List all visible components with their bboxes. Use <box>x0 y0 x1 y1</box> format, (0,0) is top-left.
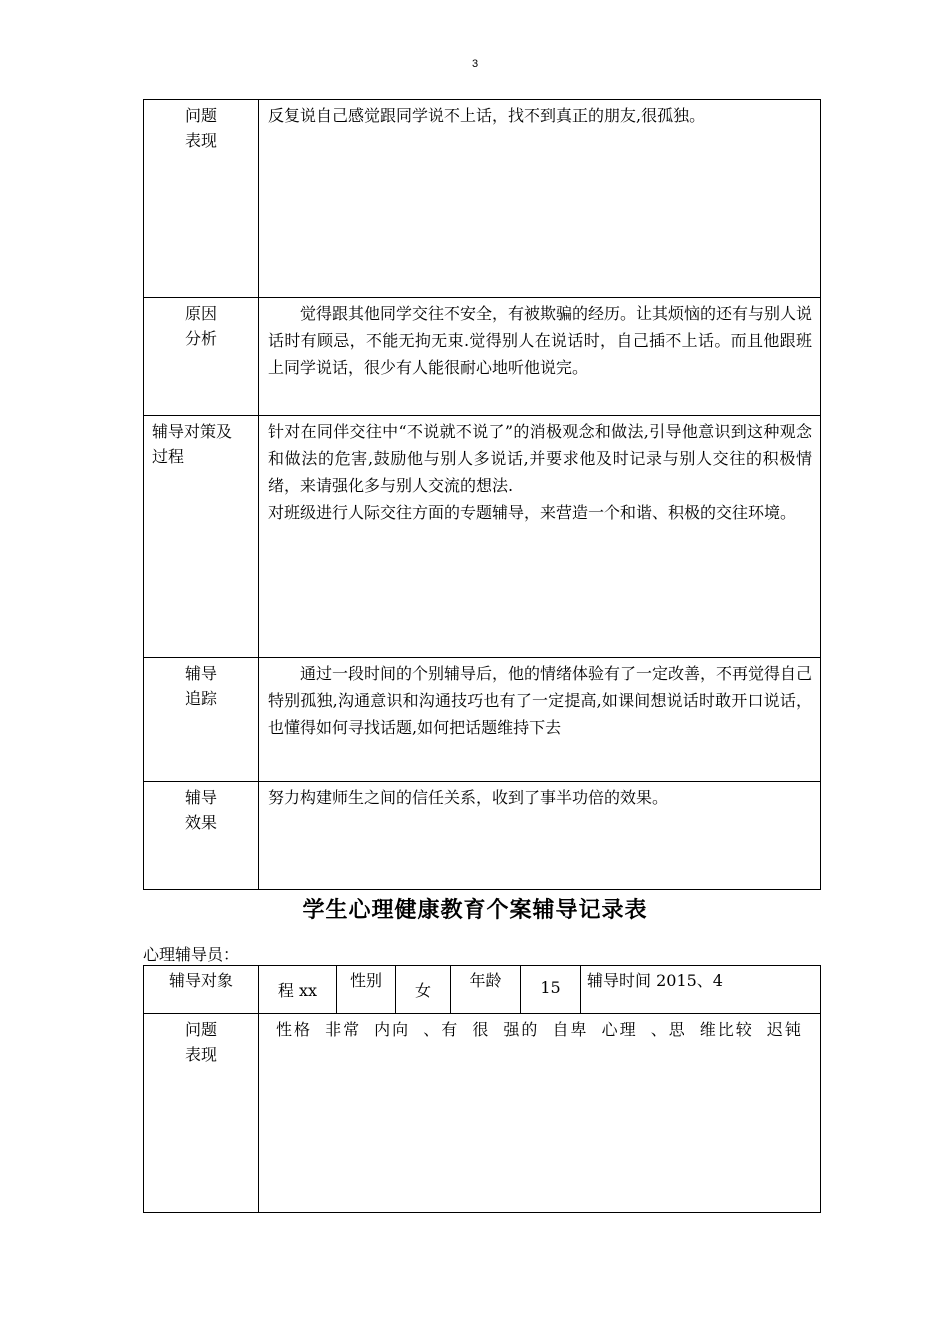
row-content-effect <box>259 782 821 890</box>
row-content-cause <box>259 298 821 416</box>
subject-value: 程 xx <box>259 966 337 1014</box>
counseling-record-table <box>143 965 821 1213</box>
label-line: 问题 <box>184 106 217 125</box>
row-label-cause <box>144 298 259 416</box>
content-paragraph: 通过一段时间的个别辅导后，他的情绪体验有了一定改善，不再觉得自己特别孤独,沟通意识和沟通技巧也有了一定提高,如课间想说话时敢开口说话，也懂得如何寻找话题,如何把话题维持下去 <box>268 664 813 737</box>
label-line: 追踪 <box>184 689 217 708</box>
label-line: 原因 <box>184 304 217 323</box>
subject-label: 辅导对象 <box>144 966 259 1014</box>
row-label-problem <box>144 1014 259 1213</box>
table-row-problem <box>144 100 821 298</box>
table-row-tracking <box>144 658 821 782</box>
table-header-row <box>144 966 821 1014</box>
content-paragraph: 对班级进行人际交往方面的专题辅导，来营造一个和谐、积极的交往环境。 <box>268 503 797 522</box>
content-paragraph: 性格 非常 内向 、有 很 强的 自卑 心理 、思 维比较 迟钝 <box>276 1020 803 1039</box>
counseling-time: 辅导时间 2015、4 <box>581 966 821 1014</box>
label-line: 辅导 <box>184 788 217 807</box>
form-title: 学生心理健康教育个案辅导记录表 <box>302 898 648 923</box>
gender-value: 女 <box>396 966 451 1014</box>
row-label-effect <box>144 782 259 890</box>
row-label-strategy <box>144 416 259 658</box>
table-row-cause <box>144 298 821 416</box>
row-content-tracking <box>259 658 821 782</box>
label-line: 辅导对策及 <box>152 422 233 441</box>
row-content-strategy <box>259 416 821 658</box>
label-line: 问题 <box>184 1020 217 1039</box>
age-value: 15 <box>521 966 581 1014</box>
gender-label: 性别 <box>337 966 396 1014</box>
counseling-record-table-previous <box>143 99 821 890</box>
row-label-tracking <box>144 658 259 782</box>
row-content-problem <box>259 1014 821 1213</box>
label-line: 分析 <box>184 329 217 348</box>
label-line: 表现 <box>184 1045 217 1064</box>
table-row-strategy <box>144 416 821 658</box>
label-line: 过程 <box>152 447 185 466</box>
label-line: 效果 <box>184 813 217 832</box>
table-row-effect <box>144 782 821 890</box>
table-row-problem <box>144 1014 821 1213</box>
content-paragraph: 针对在同伴交往中“不说就不说了”的消极观念和做法,引导他意识到这种观念和做法的危害,鼓励他与别人多说话,并要求他及时记录与别人交往的积极情绪，来请强化多与别人交流的想法. <box>268 422 812 495</box>
content-paragraph: 努力构建师生之间的信任关系，收到了事半功倍的效果。 <box>268 788 669 807</box>
content-paragraph: 觉得跟其他同学交往不安全，有被欺骗的经历。让其烦恼的还有与别人说话时有顾忌，不能无拘无束.觉得别人在说话时，自己插不上话。而且他跟班上同学说话，很少有人能很耐心地听他说完。 <box>268 304 813 377</box>
row-content-problem <box>259 100 821 298</box>
page-number: 3 <box>471 58 479 70</box>
counselor-label: 心理辅导员： <box>143 945 240 964</box>
content-paragraph: 反复说自己感觉跟同学说不上话，找不到真正的朋友,很孤独。 <box>268 106 706 125</box>
label-line: 辅导 <box>184 664 217 683</box>
label-line: 表现 <box>184 131 217 150</box>
row-label-problem <box>144 100 259 298</box>
age-label: 年龄 <box>451 966 521 1014</box>
